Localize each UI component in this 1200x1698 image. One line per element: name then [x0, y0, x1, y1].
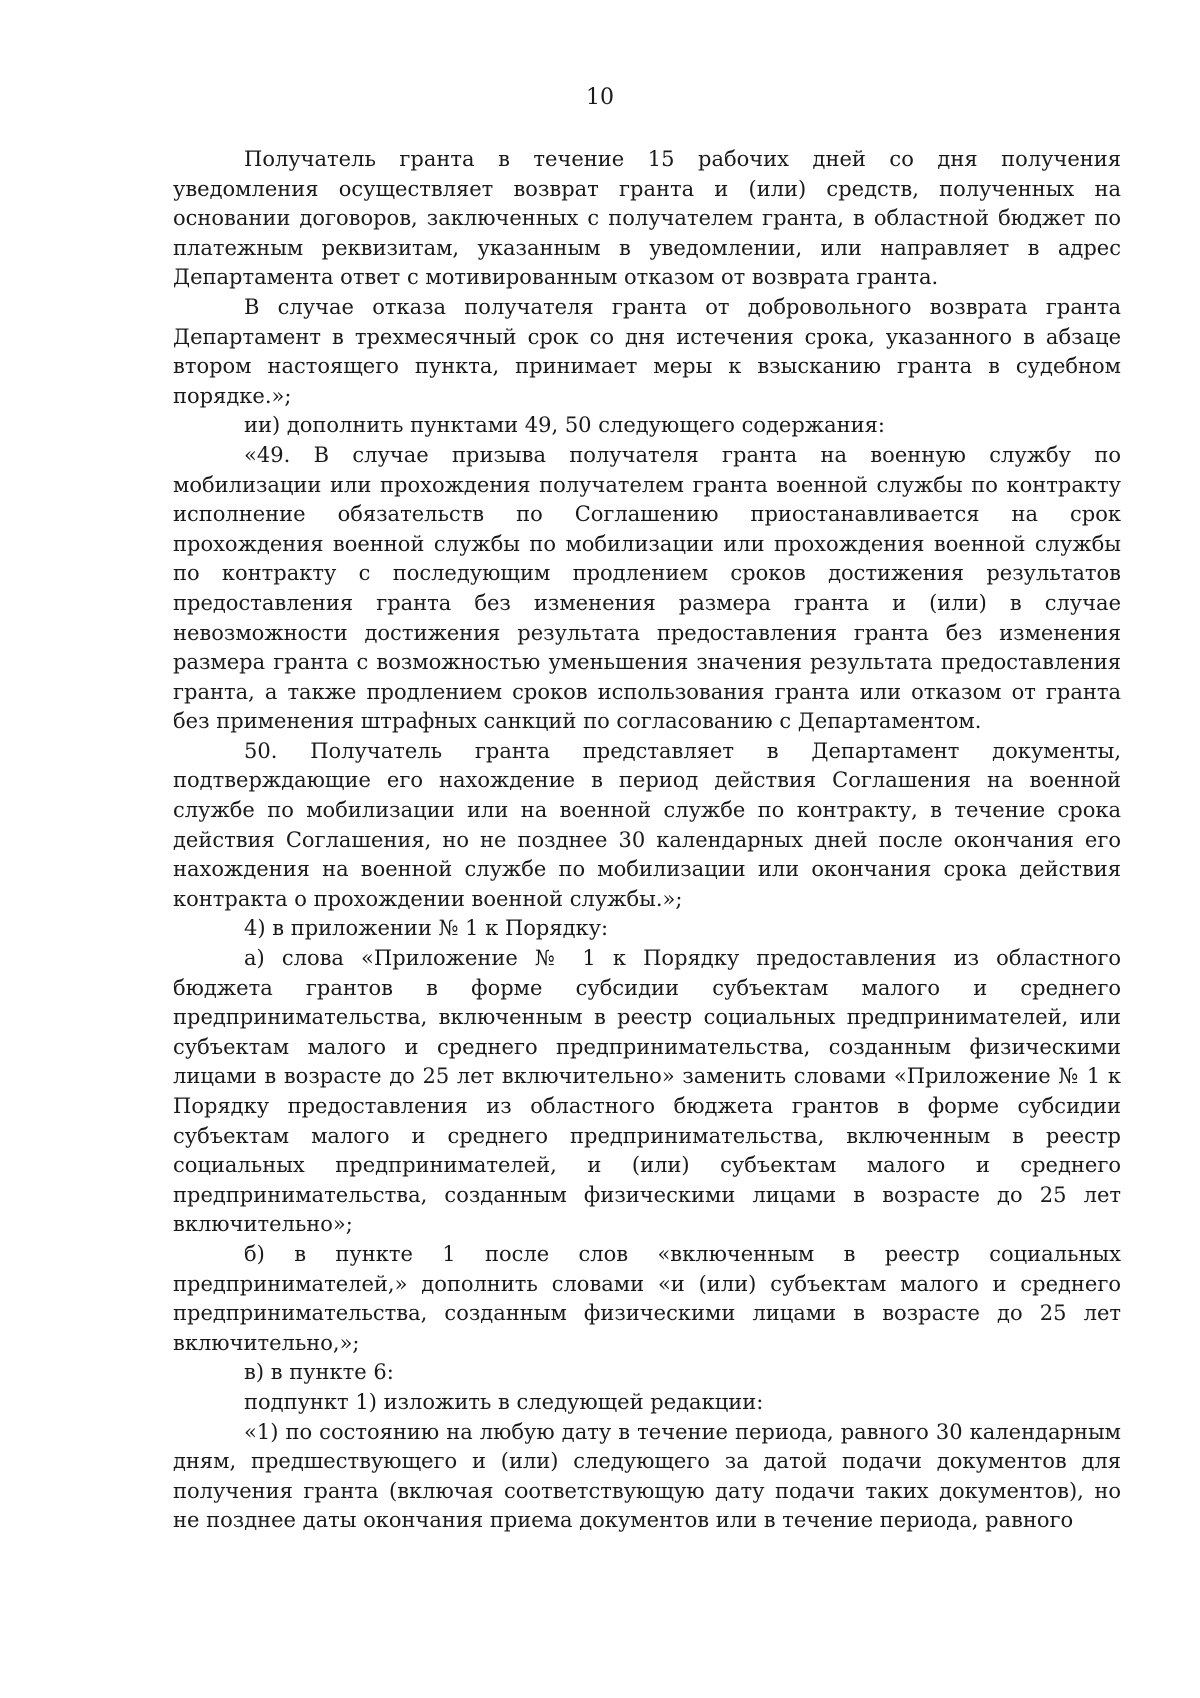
paragraph: В случае отказа получателя гранта от добровольного возврата гранта Департамент в трехмесячный срок со дня истечения срока, указанного в абзаце втором настоящего пункта, принимает меры к взысканию гранта в судебном порядке.»;	[173, 294, 1121, 408]
paragraph: Получатель гранта в течение 15 рабочих дней со дня получения уведомления осуществляет возврат гранта и (или) средств, полученных на основании договоров, заключенных с получателем гранта, в областной бюджет по платежным реквизитам, указанным в уведомлении, или направляет в адрес Департамента ответ с мотивированным отказом от возврата гранта.	[173, 147, 1121, 290]
document-body	[173, 145, 1121, 1536]
paragraph: 50. Получатель гранта представляет в Департамент документы, подтверждающие его нахождение в период действия Соглашения на военной службе по мобилизации или на военной службе по контракту, в течение срока действия Соглашения, но не позднее 30 календарных дней после окончания его нахождения на военной службе по мобилизации или окончания срока действия контракта о прохождении военной службы.»;	[173, 738, 1121, 911]
paragraph: ии) дополнить пунктами 49, 50 следующего содержания:	[244, 413, 885, 438]
paragraph: в) в пункте 6:	[244, 1360, 394, 1385]
page-number: 10	[586, 85, 614, 110]
paragraph: а) слова «Приложение № 1 к Порядку предоставления из областного бюджета грантов в форме субсидии субъектам малого и среднего предпринимательства, включенным в реестр социальных предпринимателей, или субъектам малого и среднего предпринимательства, созданным физическими лицами в возрасте до 25 лет включительно» заменить словами «Приложение № 1 к Порядку предоставления из областного бюджета грантов в форме субсидии субъектам малого и среднего предпринимательства, включенным в реестр социальных предпринимателей, и (или) субъектам малого и среднего предпринимательства, созданным физическими лицами в возрасте до 25 лет включительно»;	[173, 946, 1121, 1237]
paragraph: «1) по состоянию на любую дату в течение периода, равного 30 календарным дням, предшествующего и (или) следующего за датой подачи документов для получения гранта (включая соответствующую дату подачи таких документов), но не позднее даты окончания приема документов или в течение периода, равного	[173, 1419, 1121, 1533]
paragraph: б) в пункте 1 после слов «включенным в реестр социальных предпринимателей,» дополнить словами «и (или) субъектам малого и среднего предпринимательства, созданным физическими лицами в возрасте до 25 лет включительно,»;	[173, 1241, 1121, 1355]
paragraph: 4) в приложении № 1 к Порядку:	[244, 916, 609, 941]
paragraph: подпункт 1) изложить в следующей редакции:	[244, 1389, 764, 1414]
paragraph: «49. В случае призыва получателя гранта на военную службу по мобилизации или прохождения получателем гранта военной службы по контракту исполнение обязательств по Соглашению приостанавливается на срок прохождения военной службы по мобилизации или прохождения военной службы по контракту с последующим продлением сроков достижения результатов предоставления гранта без изменения размера гранта и (или) в случае невозможности достижения результата предоставления гранта без изменения размера гранта с возможностью уменьшения значения результата предоставления гранта, а также продлением сроков использования гранта или отказом от гранта без применения штрафных санкций по согласованию с Департаментом.	[173, 442, 1121, 734]
